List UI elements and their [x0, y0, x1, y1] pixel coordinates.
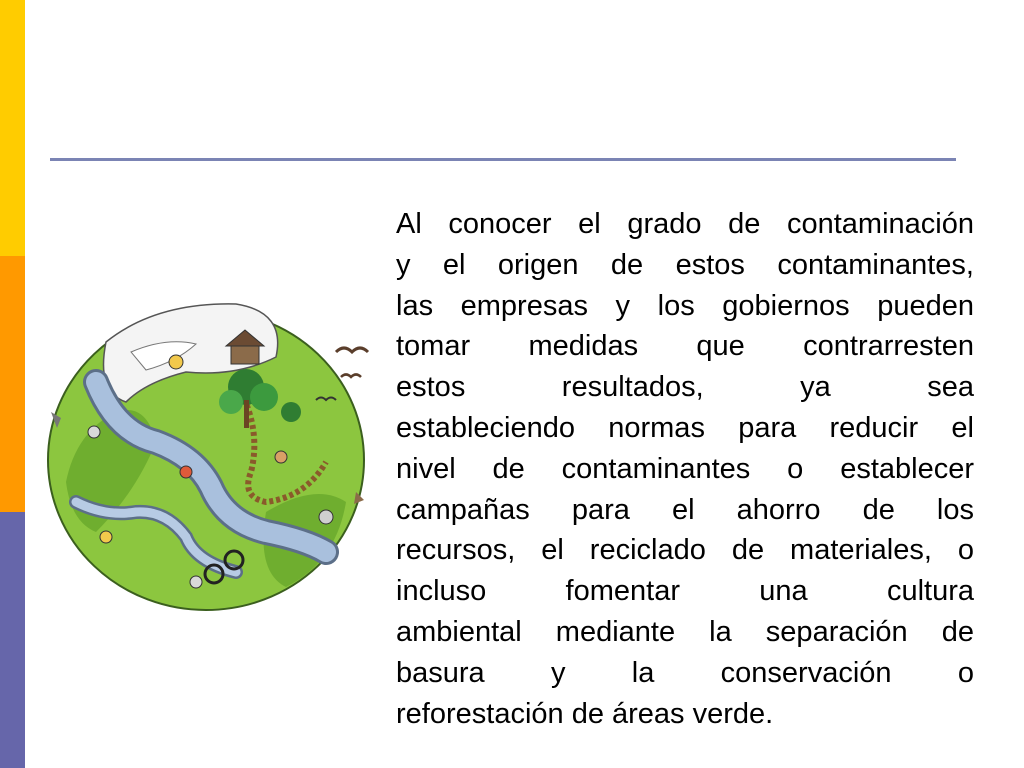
- title-divider: [50, 158, 956, 161]
- body-line: ambiental mediante la separación de: [396, 615, 974, 648]
- body-line: nivel de contaminantes o establecer: [396, 452, 974, 485]
- body-paragraph: [396, 204, 974, 734]
- body-line: incluso fomentar una cultura: [396, 575, 974, 608]
- body-line: estos resultados, ya sea: [396, 371, 974, 404]
- accent-bar-orange: [0, 256, 25, 512]
- body-line: basura y la conservación o: [396, 656, 974, 689]
- body-line: y el origen de estos contaminantes,: [396, 248, 974, 281]
- body-line: campañas para el ahorro de los: [396, 493, 974, 526]
- body-line: tomar medidas que contrarresten: [396, 330, 974, 363]
- accent-bar-blue: [0, 512, 25, 768]
- body-line: estableciendo normas para reducir el: [396, 411, 974, 444]
- body-line: Al conocer el grado de contaminación: [396, 208, 974, 240]
- body-line: recursos, el reciclado de materiales, o: [396, 534, 974, 567]
- accent-bar-yellow: [0, 0, 25, 256]
- body-line: reforestación de áreas verde.: [396, 697, 774, 730]
- body-line: las empresas y los gobiernos pueden: [396, 289, 974, 322]
- eco-globe-illustration-icon: [36, 282, 376, 622]
